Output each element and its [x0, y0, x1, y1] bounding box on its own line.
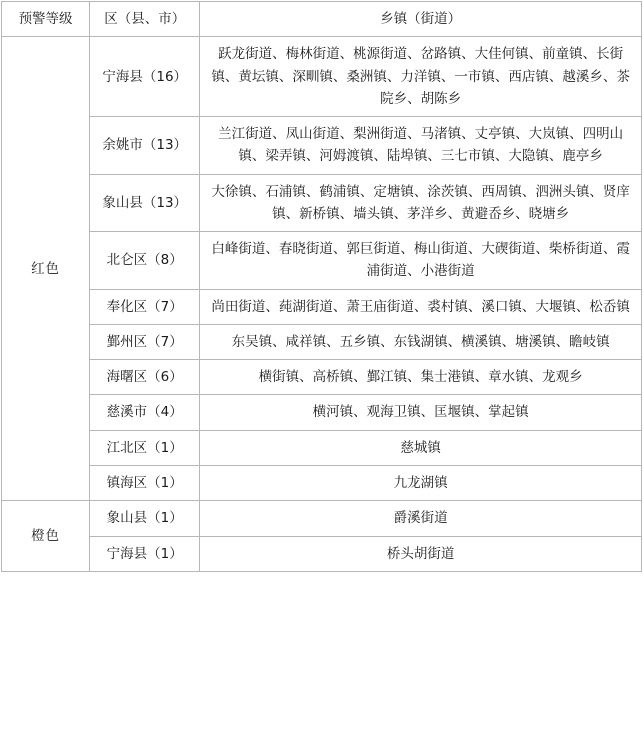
- towns-cell: 尚田街道、莼湖街道、萧王庙街道、裘村镇、溪口镇、大堰镇、松岙镇: [200, 289, 642, 324]
- header-warning-level: 预警等级: [2, 2, 90, 37]
- table-header: [2, 2, 642, 37]
- towns-cell: 跃龙街道、梅林街道、桃源街道、岔路镇、大佳何镇、前童镇、长街镇、黄坛镇、深甽镇、桑洲镇、力洋镇、一市镇、西店镇、越溪乡、茶院乡、胡陈乡: [200, 37, 642, 117]
- district-cell: 余姚市（13）: [90, 117, 200, 175]
- towns-cell: 横河镇、观海卫镇、匡堰镇、掌起镇: [200, 395, 642, 430]
- district-cell: 鄞州区（7）: [90, 324, 200, 359]
- table-row: [2, 501, 642, 536]
- header-towns: 乡镇（街道）: [200, 2, 642, 37]
- table-row: [2, 536, 642, 571]
- level-cell-orange: 橙色: [2, 501, 90, 572]
- table-row: [2, 360, 642, 395]
- header-district: 区（县、市）: [90, 2, 200, 37]
- towns-cell: 横街镇、高桥镇、鄞江镇、集士港镇、章水镇、龙观乡: [200, 360, 642, 395]
- district-cell: 镇海区（1）: [90, 465, 200, 500]
- district-cell: 象山县（1）: [90, 501, 200, 536]
- table-row: [2, 430, 642, 465]
- towns-cell: 兰江街道、凤山街道、梨洲街道、马渚镇、丈亭镇、大岚镇、四明山镇、梁弄镇、河姆渡镇、陆埠镇、三七市镇、大隐镇、鹿亭乡: [200, 117, 642, 175]
- table-body: [2, 37, 642, 572]
- district-cell: 江北区（1）: [90, 430, 200, 465]
- towns-cell: 东吴镇、咸祥镇、五乡镇、东钱湖镇、横溪镇、塘溪镇、瞻岐镇: [200, 324, 642, 359]
- district-cell: 象山县（13）: [90, 174, 200, 232]
- district-cell: 宁海县（1）: [90, 536, 200, 571]
- district-cell: 海曙区（6）: [90, 360, 200, 395]
- table-row: [2, 289, 642, 324]
- table-row: [2, 37, 642, 117]
- towns-cell: 大徐镇、石浦镇、鹤浦镇、定塘镇、涂茨镇、西周镇、泗洲头镇、贤庠镇、新桥镇、墙头镇、茅洋乡、黄避岙乡、晓塘乡: [200, 174, 642, 232]
- table-row: [2, 174, 642, 232]
- district-cell: 慈溪市（4）: [90, 395, 200, 430]
- table-row: [2, 395, 642, 430]
- district-cell: 宁海县（16）: [90, 37, 200, 117]
- warning-level-table: [1, 1, 642, 572]
- table-row: [2, 117, 642, 175]
- towns-cell: 白峰街道、春晓街道、郭巨街道、梅山街道、大碶街道、柴桥街道、霞浦街道、小港街道: [200, 232, 642, 290]
- warning-table-page: [0, 1, 643, 731]
- district-cell: 北仑区（8）: [90, 232, 200, 290]
- towns-cell: 爵溪街道: [200, 501, 642, 536]
- district-cell: 奉化区（7）: [90, 289, 200, 324]
- table-row: [2, 324, 642, 359]
- towns-cell: 九龙湖镇: [200, 465, 642, 500]
- table-row: [2, 232, 642, 290]
- table-row: [2, 465, 642, 500]
- level-cell-red: 红色: [2, 37, 90, 501]
- towns-cell: 桥头胡街道: [200, 536, 642, 571]
- table-header-row: [2, 2, 642, 37]
- towns-cell: 慈城镇: [200, 430, 642, 465]
